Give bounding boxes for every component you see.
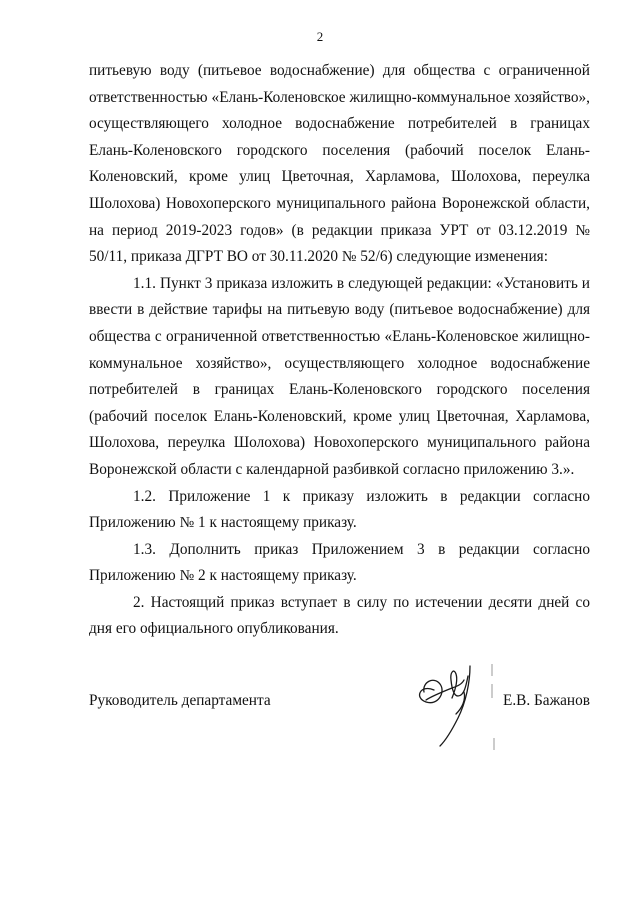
paragraph-item-1-2: 1.2. Приложение 1 к приказу изложить в редакции согласно Приложению № 1 к настоящему приказу. [89, 487, 590, 532]
document-body [89, 58, 590, 643]
signer-name: Е.В. Бажанов [502, 692, 590, 709]
signature-block [89, 692, 590, 782]
paragraph-item-1-3: 1.3. Дополнить приказ Приложением 3 в редакции согласно Приложению № 2 к настоящему приказу. [89, 540, 590, 585]
page-number: 2 [316, 29, 324, 44]
paragraph-continuation: питьевую воду (питьевое водоснабжение) для общества с ограниченной ответственностью «Елань-Коленовское жилищно-коммунальное хозяйство», осуществляющего холодное водоснабжение потребителей в границах Елань-Коленовского городского поселения (рабочий поселок Елань-Коленовский, кроме улиц Цветочная, Харламова, Шолохова, переулка Шолохова) Новохоперского муниципального района Воронежской области, на период 2019-2023 годов» (в редакции приказа УРТ от 03.12.2019 № 50/11, приказа ДГРТ ВО от 30.11.2020 № 52/6) следующие изменения: [89, 62, 590, 266]
signer-title: Руководитель департамента [89, 692, 271, 709]
paragraph-item-2: 2. Настоящий приказ вступает в силу по истечении десяти дней со дня его официального опубликования. [89, 593, 590, 638]
handwritten-signature [412, 662, 502, 772]
paragraph-item-1-1: 1.1. Пункт 3 приказа изложить в следующей редакции: «Установить и ввести в действие тарифы на питьевую воду (питьевое водоснабжение) для общества с ограниченной ответственностью «Елань-Коленовское жилищно-коммунальное хозяйство», осуществляющего холодное водоснабжение потребителей в границах Елань-Коленовского городского поселения (рабочий поселок Елань-Коленовский, кроме улиц Цветочная, Харламова, Шолохова, переулка Шолохова) Новохоперского муниципального района Воронежской области с календарной разбивкой согласно приложению 3.». [89, 274, 590, 478]
